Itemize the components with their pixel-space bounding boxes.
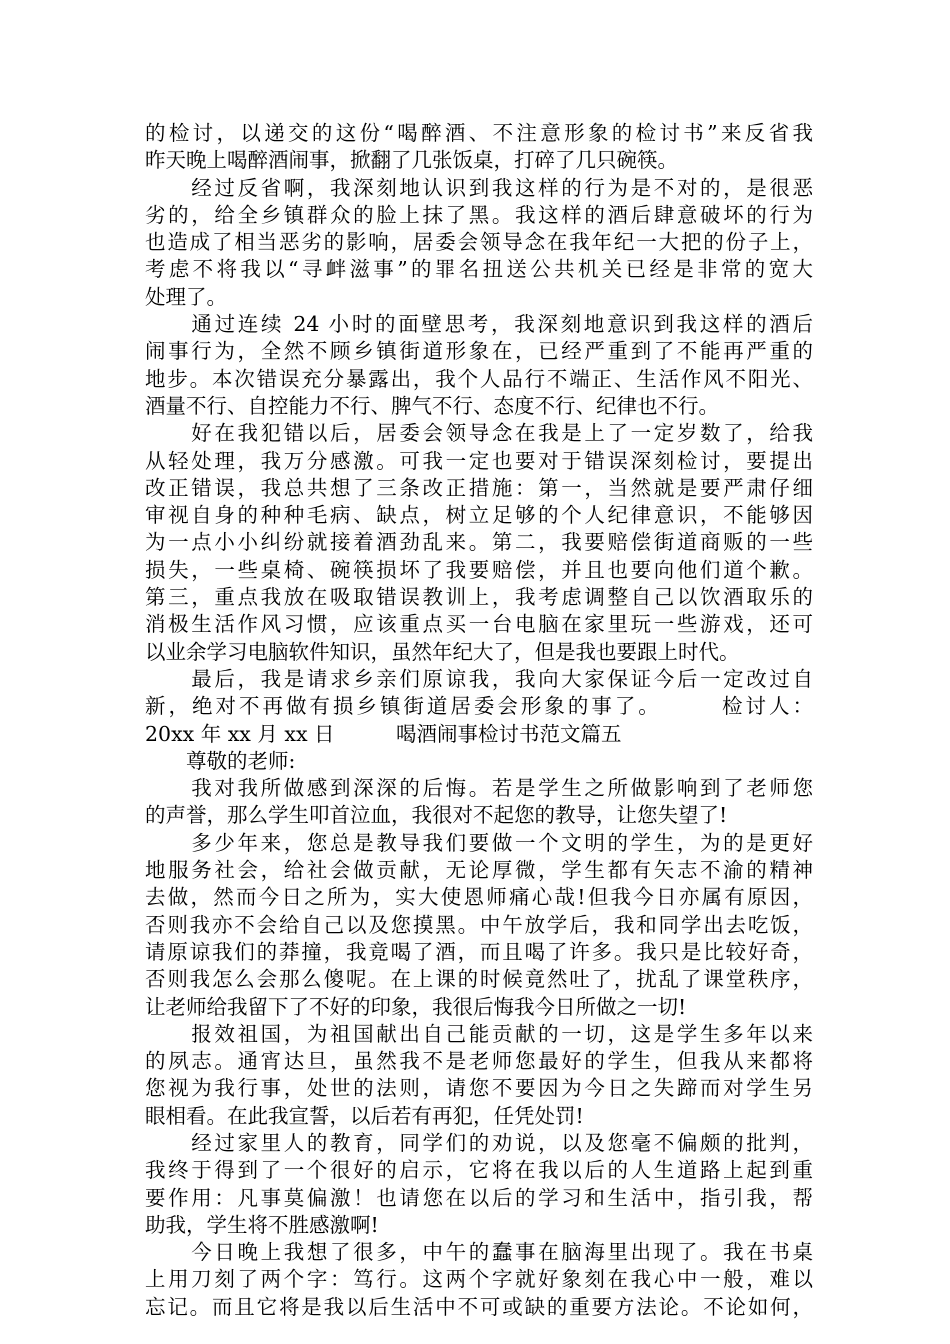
- text-line: 消极生活作风习惯，应该重点买一台电脑在家里玩一些游戏，还可: [145, 612, 813, 637]
- text-line: 20xx 年 xx 月 xx 日 喝酒闹事检讨书范文篇五: [145, 721, 622, 746]
- text-line: 第三，重点我放在吸取错误教训上，我考虑调整自己以饮酒取乐的: [145, 585, 813, 610]
- text-line: 今日晚上我想了很多，中午的蠢事在脑海里出现了。我在书桌: [145, 1240, 813, 1265]
- text-line: 昨天晚上喝醉酒闹事，掀翻了几张饭桌，打碎了几只碗筷。: [145, 148, 678, 173]
- text-line: 经过家里人的教育，同学们的劝说，以及您毫不偏颇的批判，: [145, 1130, 813, 1155]
- text-line: 经过反省啊，我深刻地认识到我这样的行为是不对的，是很恶: [145, 175, 813, 200]
- text-line: 为一点小小纠纷就接着酒劲乱来。第二，我要赔偿街道商贩的一些: [145, 530, 813, 555]
- text-line: 地服务社会，给社会做贡献，无论厚微，学生都有矢志不渝的精神: [145, 858, 813, 883]
- text-line: 劣的，给全乡镇群众的脸上抹了黑。我这样的酒后肆意破坏的行为: [145, 202, 813, 227]
- text-line: 否则我亦不会给自己以及您摸黑。中午放学后，我和同学出去吃饭，: [145, 912, 813, 937]
- text-line: 处理了。: [145, 284, 227, 309]
- text-line: 我终于得到了一个很好的启示，它将在我以后的人生道路上起到重: [145, 1158, 813, 1183]
- text-line: 助我，学生将不胜感激啊!: [145, 1212, 379, 1237]
- text-line: 我对我所做感到深深的后悔。若是学生之所做影响到了老师您: [145, 776, 813, 801]
- text-line: 上用刀刻了两个字：笃行。这两个字就好象刻在我心中一般，难以: [145, 1267, 813, 1292]
- text-line: 眼相看。在此我宣誓，以后若有再犯，任凭处罚!: [145, 1103, 584, 1128]
- text-line: 让老师给我留下了不好的印象，我很后悔我今日所做之一切!: [145, 994, 687, 1019]
- text-line: 请原谅我们的莽撞，我竟喝了酒，而且喝了许多。我只是比较好奇，: [145, 939, 813, 964]
- text-line: 忘记。而且它将是我以后生活中不可或缺的重要方法论。不论如何，: [145, 1294, 813, 1319]
- text-line: 否则我怎么会那么傻呢。在上课的时候竟然吐了，扰乱了课堂秩序，: [145, 967, 813, 992]
- text-line: 考虑不将我以“寻衅滋事”的罪名扭送公共机关已经是非常的宽大: [145, 257, 813, 282]
- text-line: 要作用：凡事莫偏激！也请您在以后的学习和生活中，指引我，帮: [145, 1185, 813, 1210]
- text-line: 损失，一些桌椅、碗筷损坏了我要赔偿，并且也要向他们道个歉。: [145, 557, 813, 582]
- text-line: 酒量不行、自控能力不行、脾气不行、态度不行、纪律也不行。: [145, 393, 719, 418]
- text-line: 改正错误，我总共想了三条改正措施：第一，当然就是要严肃仔细: [145, 475, 813, 500]
- text-line: 从轻处理，我万分感激。可我一定也要对于错误深刻检讨，要提出: [145, 448, 813, 473]
- text-line: 也造成了相当恶劣的影响，居委会领导念在我年纪一大把的份子上，: [145, 230, 813, 255]
- text-line: 的夙志。通宵达旦，虽然我不是老师您最好的学生，但我从来都将: [145, 1049, 813, 1074]
- text-line: 通过连续 24 小时的面壁思考，我深刻地意识到我这样的酒后: [145, 312, 813, 337]
- text-line: 最后，我是请求乡亲们原谅我，我向大家保证今后一定改过自: [145, 666, 813, 691]
- text-line: 审视自身的种种毛病、缺点，树立足够的个人纪律意识，不能够因: [145, 503, 813, 528]
- text-line: 闹事行为，全然不顾乡镇街道形象在，已经严重到了不能再严重的: [145, 339, 813, 364]
- text-line: 您视为我行事，处世的法则，请您不要因为今日之失蹄而对学生另: [145, 1076, 813, 1101]
- text-line: 多少年来，您总是教导我们要做一个文明的学生，为的是更好: [145, 830, 813, 855]
- text-line: 报效祖国，为祖国献出自己能贡献的一切，这是学生多年以来: [145, 1021, 813, 1046]
- text-line: 以业余学习电脑软件知识，虽然年纪大了，但是我也要跟上时代。: [145, 639, 740, 664]
- text-line: 地步。本次错误充分暴露出，我个人品行不端正、生活作风不阳光、: [145, 366, 813, 391]
- text-line: 的声誉，那么学生叩首泣血，我很对不起您的教导，让您失望了!: [145, 803, 728, 828]
- text-line: 新，绝对不再做有损乡镇街道居委会形象的事了。 检讨人：: [145, 694, 813, 719]
- text-line: 好在我犯错以后，居委会领导念在我是上了一定岁数了，给我: [145, 421, 813, 446]
- text-line: 去做，然而今日之所为，实大使恩师痛心哉!但我今日亦属有原因，: [145, 885, 813, 910]
- text-line: 尊敬的老师:: [145, 748, 296, 773]
- document-page: [145, 120, 813, 1321]
- text-line: 的检讨，以递交的这份“喝醉酒、不注意形象的检讨书”来反省我: [145, 121, 813, 145]
